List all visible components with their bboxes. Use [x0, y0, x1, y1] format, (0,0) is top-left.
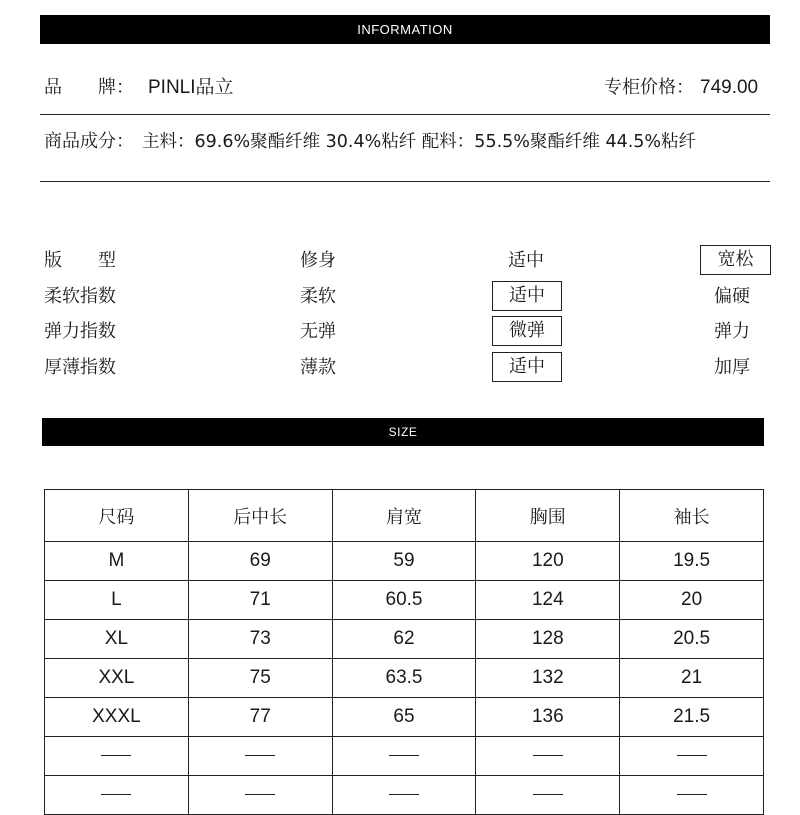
information-header: INFORMATION	[40, 15, 770, 44]
table-cell-dash	[332, 737, 476, 776]
table-cell: M	[45, 542, 189, 581]
table-row-empty	[45, 776, 764, 815]
table-cell: 20	[620, 581, 764, 620]
column-header: 胸围	[476, 490, 620, 542]
table-cell-dash	[476, 776, 620, 815]
attribute-option: 柔软	[300, 286, 336, 307]
column-header: 后中长	[188, 490, 332, 542]
table-cell: XL	[45, 620, 189, 659]
dash-mark	[389, 755, 419, 756]
table-cell: 62	[332, 620, 476, 659]
table-cell-dash	[620, 776, 764, 815]
dash-mark	[533, 794, 563, 795]
attribute-label: 弹力指数	[44, 321, 116, 342]
table-cell: 63.5	[332, 659, 476, 698]
table-cell: 65	[332, 698, 476, 737]
table-cell: 60.5	[332, 581, 476, 620]
table-cell: 132	[476, 659, 620, 698]
dash-mark	[245, 755, 275, 756]
table-cell: L	[45, 581, 189, 620]
dash-mark	[533, 755, 563, 756]
table-header-row	[45, 490, 764, 542]
table-cell-dash	[45, 737, 189, 776]
size-header: SIZE	[42, 418, 764, 446]
dash-mark	[101, 794, 131, 795]
table-cell: 128	[476, 620, 620, 659]
table-cell: 21.5	[620, 698, 764, 737]
attribute-option-selected: 宽松	[700, 245, 771, 275]
attribute-option-selected: 微弹	[492, 316, 562, 346]
table-cell: 59	[332, 542, 476, 581]
divider	[40, 114, 770, 115]
price-value: 749.00	[700, 77, 759, 98]
table-cell-dash	[476, 737, 620, 776]
table-cell: 19.5	[620, 542, 764, 581]
attribute-option: 薄款	[300, 357, 336, 378]
composition-value: 主料：69.6%聚酯纤维 30.4%粘纤 配料：55.5%聚酯纤维 44.5%粘纤	[142, 132, 697, 152]
attribute-option: 无弹	[300, 321, 336, 342]
table-cell: 75	[188, 659, 332, 698]
table-cell: 73	[188, 620, 332, 659]
table-row	[45, 620, 764, 659]
table-cell: 21	[620, 659, 764, 698]
table-row	[45, 581, 764, 620]
attribute-option-selected: 适中	[492, 281, 562, 311]
attribute-option: 适中	[508, 250, 544, 271]
column-header: 尺码	[45, 490, 189, 542]
divider	[40, 181, 770, 182]
table-cell: XXL	[45, 659, 189, 698]
table-cell: XXXL	[45, 698, 189, 737]
table-row	[45, 698, 764, 737]
attribute-label: 版 型	[44, 250, 116, 271]
table-cell-dash	[620, 737, 764, 776]
composition-label: 商品成分：	[44, 131, 134, 152]
dash-mark	[677, 794, 707, 795]
table-row	[45, 659, 764, 698]
table-cell: 136	[476, 698, 620, 737]
table-row-empty	[45, 737, 764, 776]
table-row	[45, 542, 764, 581]
table-cell: 77	[188, 698, 332, 737]
dash-mark	[245, 794, 275, 795]
brand-value: PINLI品立	[148, 77, 234, 98]
dash-mark	[389, 794, 419, 795]
table-cell: 69	[188, 542, 332, 581]
column-header: 袖长	[620, 490, 764, 542]
attribute-label: 厚薄指数	[44, 357, 116, 378]
column-header: 肩宽	[332, 490, 476, 542]
attribute-label: 柔软指数	[44, 286, 116, 307]
size-table	[44, 489, 764, 815]
table-cell-dash	[332, 776, 476, 815]
attribute-option-selected: 适中	[492, 352, 562, 382]
table-cell-dash	[188, 737, 332, 776]
table-cell: 124	[476, 581, 620, 620]
table-cell: 20.5	[620, 620, 764, 659]
table-cell: 71	[188, 581, 332, 620]
dash-mark	[677, 755, 707, 756]
table-cell-dash	[45, 776, 189, 815]
dash-mark	[101, 755, 131, 756]
attribute-option: 修身	[300, 250, 336, 271]
price-label: 专柜价格：	[604, 77, 694, 98]
attribute-option: 偏硬	[714, 286, 750, 307]
attribute-option: 加厚	[714, 357, 750, 378]
brand-label: 品 牌：	[44, 77, 134, 98]
table-cell: 120	[476, 542, 620, 581]
attribute-option: 弹力	[714, 321, 750, 342]
table-cell-dash	[188, 776, 332, 815]
